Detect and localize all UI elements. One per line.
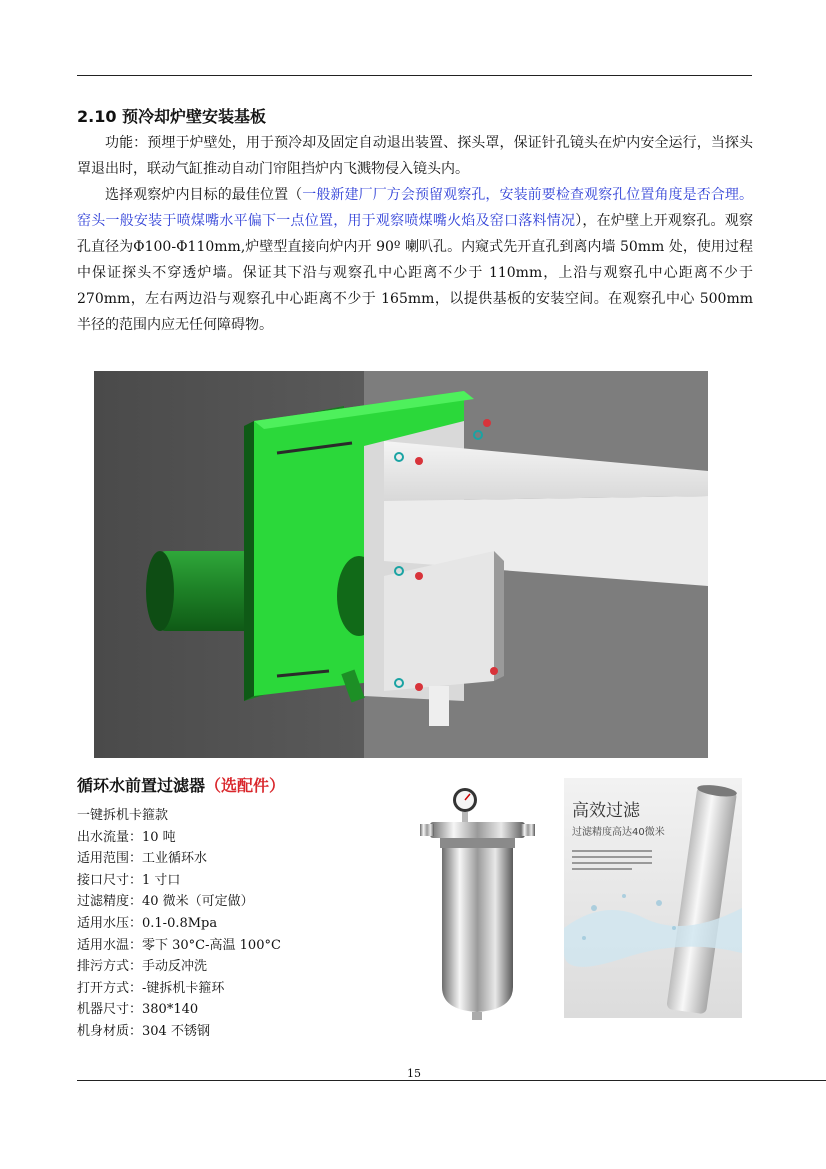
position-text-a: 选择观察炉内目标的最佳位置（ [105,187,303,203]
spec-item: 机身材质：304 不锈钢 [77,1023,210,1039]
spec-item: 过滤精度：40 微米（可定做） [77,894,254,910]
ad-subtitle: 过滤精度高达40微米 [572,827,665,838]
header-rule [77,75,752,76]
spec-item: 适用水温：零下 30°C-高温 100°C [77,937,281,953]
ad-title: 高效过滤 [572,801,640,821]
position-paragraph [77,182,753,338]
filter-title-text: 循环水前置过滤器 [77,776,206,795]
spec-item: 适用范围：工业循环水 [77,851,208,867]
footer-rule [77,1080,826,1081]
spec-item: 机器尺寸：380*140 [77,1002,199,1018]
position-text-b: ），在炉壁上开观察孔。观察孔直径为Φ100-Φ110mm,炉壁型直接向炉内开 90º 喇叭孔。内窥式先开直孔到离内墙 50mm 处，使用过程中保证探头不穿透炉墙。保证其下沿与观察孔中心距离不少于 110mm，上沿与观察孔中心距离不少于 270mm，左右两边沿与观察孔中心距离不少于 165mm，以提供基板的安装空间。在观察孔中心 500mm 半径的范围内应无任何障碍物。 [77,213,754,333]
spec-item: 排污方式：手动反冲洗 [77,959,208,975]
spec-item: 一键拆机卡箍款 [77,808,169,823]
section-title: 2.10 预冷却炉壁安装基板 [77,107,267,126]
steel-filter-image [420,782,535,1022]
filter-optional-label: （选配件） [205,776,286,795]
spec-item: 接口尺寸：1 寸口 [77,872,181,888]
mounting-plate-render [94,371,708,758]
page-number: 15 [407,1067,421,1080]
spec-item: 适用水压：0.1-0.8Mpa [77,915,218,931]
filter-spec-list [77,805,281,1043]
spec-item: 出水流量：10 吨 [77,829,176,845]
function-paragraph: 功能：预埋于炉壁处，用于预冷却及固定自动退出装置、探头罩，保证针孔镜头在炉内安全运行，当探头罩退出时，联动气缸推动自动门帘阻挡炉内飞溅物侵入镜头内。 [77,135,753,177]
position-note: 一般新建厂厂方会预留观察孔，安装前要检查观察孔位置角度是否合理。窑头一般安装于喷煤嘴水平偏下一点位置，用于观察喷煤嘴火焰及窑口落料情况 [77,187,754,229]
filter-title [77,773,285,796]
spec-item: 打开方式：-键拆机卡箍环 [77,980,225,996]
